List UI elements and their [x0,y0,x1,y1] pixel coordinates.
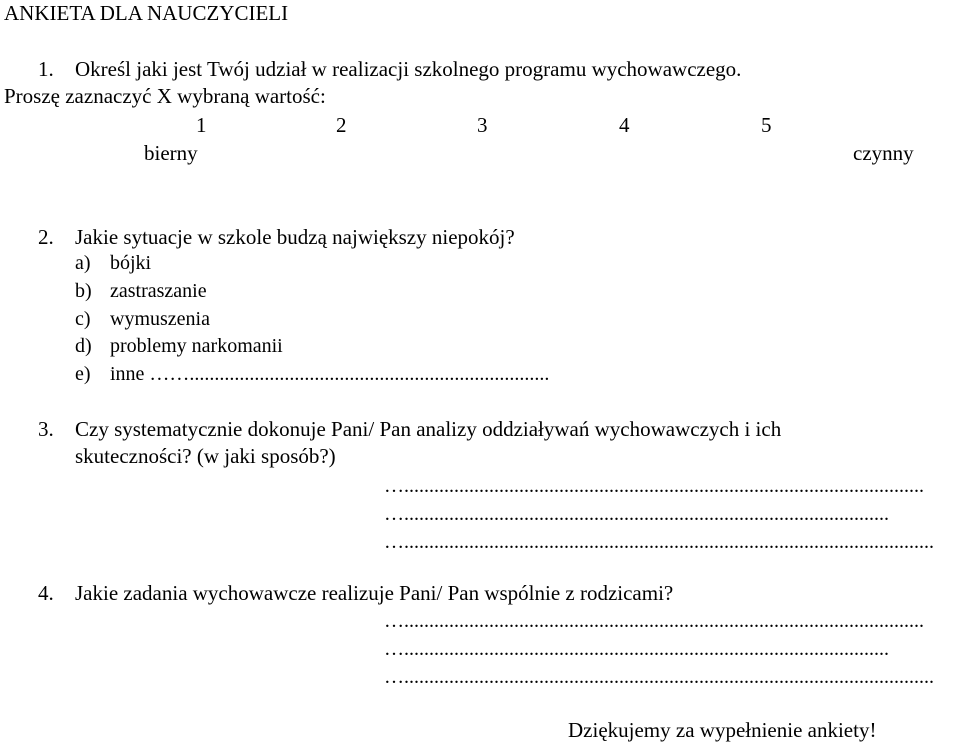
scale-label-right: czynny [853,141,914,165]
q1-text: Określ jaki jest Twój udział w realizacji szkolnego programu wychowawczego. [75,57,742,81]
scale-5[interactable]: 5 [761,113,772,137]
option-letter: d) [75,335,92,357]
q2-option-e[interactable] [75,363,550,385]
q2-option-d[interactable] [75,335,283,357]
option-text: bójki [110,252,152,274]
option-text: inne ……........................................................................ [110,363,550,385]
q2-option-b[interactable] [75,280,207,302]
thank-you-note: Dziękujemy za wypełnienie ankiety! [568,718,877,742]
q1-number: 1. [38,57,54,81]
scale-3[interactable]: 3 [477,113,488,137]
q2-text: Jakie sytuacje w szkole budzą największy niepokój? [75,225,515,249]
q2-option-c[interactable] [75,308,210,330]
q4-answer-line[interactable]: ….......................................................................................................... [384,666,934,688]
q3-text-line2: skuteczności? (w jaki sposób?) [75,444,336,468]
q3-text-line1: Czy systematycznie dokonuje Pani/ Pan analizy oddziaływań wychowawczych i ich [75,417,782,441]
q1-instruction: Proszę zaznaczyć X wybraną wartość: [4,84,326,108]
option-text: wymuszenia [110,308,210,330]
q3-answer-line[interactable]: ….......................................................................................................... [384,531,934,553]
q4-text: Jakie zadania wychowawcze realizuje Pani/ Pan wspólnie z rodzicami? [75,581,674,605]
q4-number: 4. [38,581,54,605]
option-letter: e) [75,363,91,385]
q4-answer-line[interactable]: …........................................................................................................ [384,610,924,632]
option-text: problemy narkomanii [110,335,283,357]
q2-number: 2. [38,225,54,249]
q3-answer-line[interactable]: …................................................................................................. [384,503,889,525]
option-letter: c) [75,308,91,330]
q3-number: 3. [38,417,54,441]
option-letter: a) [75,252,91,274]
option-letter: b) [75,280,92,302]
scale-1[interactable]: 1 [196,113,207,137]
scale-2[interactable]: 2 [336,113,347,137]
q2-option-a[interactable] [75,252,152,274]
scale-4[interactable]: 4 [619,113,630,137]
option-text: zastraszanie [110,280,207,302]
scale-label-left: bierny [144,141,198,165]
q3-answer-line[interactable]: …........................................................................................................ [384,475,924,497]
q4-answer-line[interactable]: …................................................................................................. [384,638,889,660]
survey-title: ANKIETA DLA NAUCZYCIELI [4,1,289,25]
